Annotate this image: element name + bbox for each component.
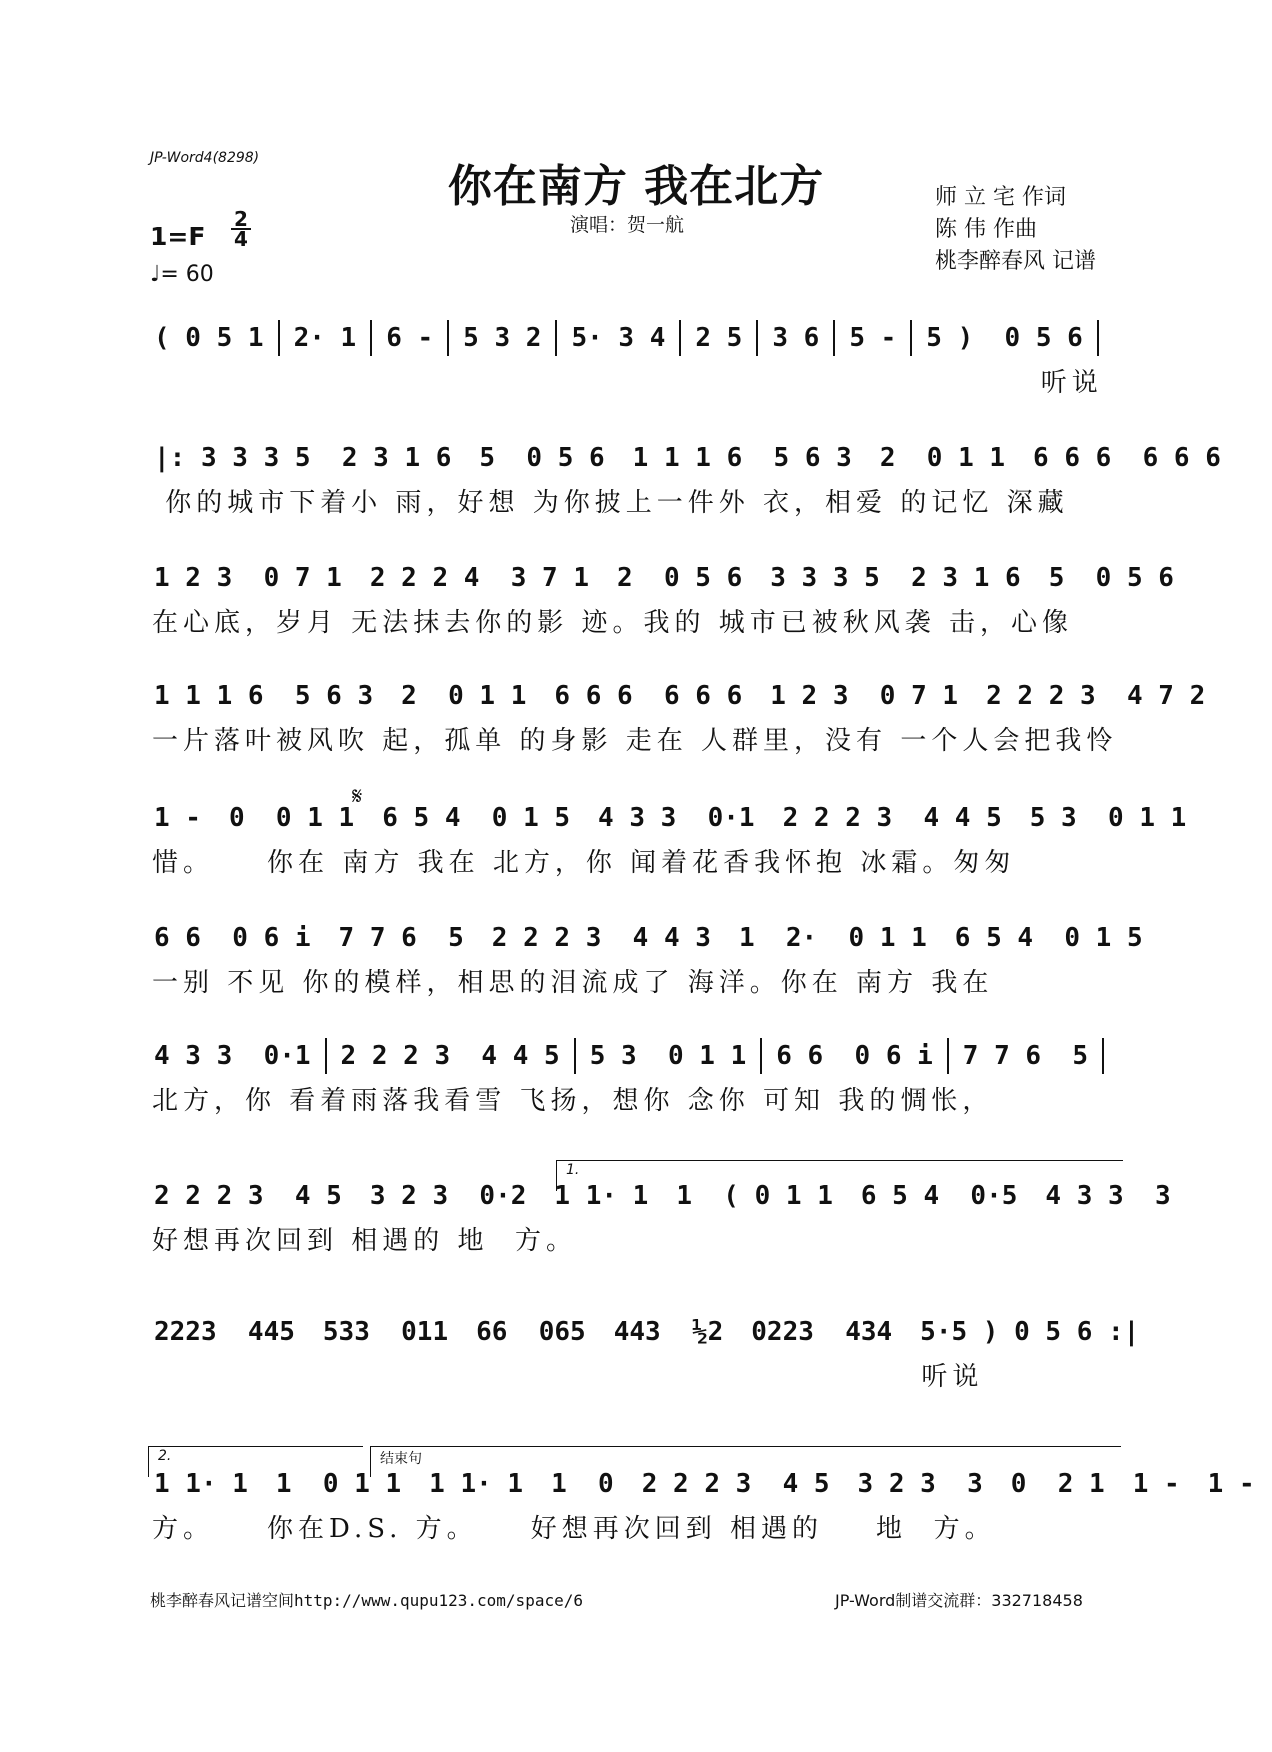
notation-line [152,440,1221,476]
measure: 2 2 2 3 4 4 5 [340,1041,560,1071]
lyricist-credit: 师 立 宅 作词 [935,185,1066,210]
lyrics-line: 在心底，岁月 无法抹去你的影 迹。我的 城市已被秋风袭 击，心像 [152,608,1074,638]
measure: 2 0 1 1 [401,681,527,711]
measure: ( 0 5 1 [154,323,264,353]
measure: 6 5 4 0·5 [860,1181,1018,1211]
measure: 4 3 3 3 [1045,1181,1171,1211]
measure: 3 3 3 5 2 3 1 6 [770,563,1021,593]
measure: 1 1· 1 [154,1469,248,1499]
lyrics-line: 好想再次回到 相遇的 地 方。 [152,1226,578,1256]
measure: 533 011 [322,1317,449,1347]
measure: 1 0 1 1 [275,1469,402,1499]
measure: 1 - [154,803,201,833]
measure: 2 2 2 4 3 7 1 [369,563,589,593]
volta-1-bracket [556,1160,1123,1191]
measure: 4 3 3 0·1 [154,1041,311,1071]
measure: 2 2 2 3 4 4 5 [782,803,1002,833]
measure: 5 3 0 1 1 [1029,803,1187,833]
lyrics-line: 一别 不见 你的模样，相思的泪流成了 海洋。你在 南方 我在 [152,968,994,998]
coda-bracket [370,1446,1121,1477]
barline [947,1038,949,1074]
lyrics-line: 一片落叶被风吹 起，孤单 的身影 走在 人群里，没有 一个人会把我怜 [152,726,1118,756]
measure: 5 3 0 1 1 [589,1041,747,1071]
barline [679,320,681,356]
measure: |: 3 3 3 5 2 3 1 6 [154,443,452,473]
notation-line [152,320,1120,356]
measure: 5·5 ) 0 5 6 :| [920,1317,1140,1347]
tempo-mark: ♩= 60 [150,262,214,287]
barline [278,320,280,356]
measure: 1 1 1 6 5 6 3 [632,443,852,473]
volta-2-label: 2. [158,1448,172,1464]
measure: 5· 3 4 [571,323,666,353]
measure: 0 2 1 [1010,1469,1105,1499]
measure: 1 2 3 0 7 1 [154,563,342,593]
measure: 2 2 2 3 4 4 3 [491,923,711,953]
barline [1097,320,1099,356]
barline [574,1038,576,1074]
measure: 2223 445 [154,1317,295,1347]
measure: 1 0 [551,1469,614,1499]
volta-1-label: 1. [566,1162,580,1178]
lyrics-line: 北方，你 看着雨落我看雪 飞扬，想你 念你 可知 我的惆怅， [152,1086,994,1116]
measure: 3 6 [772,323,820,353]
measure: 3 2 3 0·2 [369,1181,527,1211]
measure: 6 - [386,323,434,353]
measure: 2 2 2 3 4 5 [154,1181,342,1211]
composer-credit: 陈 伟 作曲 [935,217,1037,242]
measure: 0223 434 [751,1317,893,1347]
lyrics-line: 听说 [152,1362,984,1392]
singer-credit: 演唱：贺一航 [570,214,685,236]
footer-left: 桃李醉春风记谱空间http://www.qupu123.com/space/6 [150,1591,583,1610]
song-title: 你在南方 我在北方 [447,161,825,212]
measure: 1 1· 1 [429,1469,524,1499]
barline [325,1038,327,1074]
barline [447,320,449,356]
volta-2-bracket [148,1446,363,1477]
lyrics-line: 你的城市下着小 雨，好想 为你披上一件外 衣，相爱 的记忆 深藏 [152,488,1069,518]
barline [555,320,557,356]
measure: 6 6 6 6 6 6 [554,681,743,711]
measure: 1 ( 0 1 1 [676,1181,833,1211]
software-label: JP-Word4(8298) [150,150,260,166]
time-signature-top: 2 [234,207,248,231]
lyrics-line: 方。 你在D.S. 方。 好想再次回到 相遇的 地 方。 [152,1514,996,1544]
measure: 2 0 5 6 [617,563,743,593]
lyrics-line: 惜。 你在 南方 我在 北方，你 闻着花香我怀抱 冰霜。匆匆 [152,848,1016,878]
notation-line [152,1314,1140,1350]
time-signature [230,207,252,251]
coda-label: 结束句 [380,1451,422,1467]
measure: 2 2 2 3 4 7 2 [986,681,1206,711]
segno-icon: 𝄋 [352,782,363,810]
barline [760,1038,762,1074]
measure: 1 2 3 0 7 1 [770,681,959,711]
barline [910,320,912,356]
measure: 0 0 1 1 [228,803,355,833]
measure: 7 7 6 5 [338,923,464,953]
notation-line [152,1038,1120,1074]
measure: 2 0 1 1 [879,443,1006,473]
measure: 443 ½2 [613,1317,724,1347]
measure: 5 ) 0 5 6 [926,323,1083,353]
measure: 1 2· 0 1 1 [738,923,927,953]
measure: 5 - [849,323,897,353]
measure: 1 1 1 6 5 6 3 [154,681,374,711]
measure: 5 3 2 [463,323,542,353]
time-signature-bottom: 4 [234,227,248,251]
measure: 6 6 6 6 6 6 [1033,443,1221,473]
measure: 5 0 5 6 [479,443,605,473]
barline [756,320,758,356]
lyrics-line: 听说 [152,368,1103,398]
barline [833,320,835,356]
measure: 1 1· 1 [554,1181,649,1211]
measure: 66 065 [476,1317,586,1347]
notation-line [152,920,1143,956]
measure: 6 5 4 0 1 5 [382,803,571,833]
barline [1102,1038,1104,1074]
measure: 2 5 [695,323,743,353]
measure: 2 2 2 3 4 5 [641,1469,830,1499]
measure: 1 - [1207,1469,1255,1499]
measure: 4 3 3 0·1 [598,803,755,833]
key-signature: 1=F [150,222,206,251]
notation-line [152,800,1187,836]
measure: 3 2 3 3 [857,1469,983,1499]
measure: 6 6 0 6 i [154,923,311,953]
measure: 5 0 5 6 [1048,563,1174,593]
footer-right: JP-Word制谱交流群：332718458 [835,1591,1083,1610]
measure: 2· 1 [293,323,357,353]
measure: 1 - [1132,1469,1180,1499]
measure: 6 5 4 0 1 5 [954,923,1143,953]
notation-line [152,560,1174,596]
notation-line [152,678,1206,714]
measure: 6 6 0 6 i [776,1041,933,1071]
transcriber-credit: 桃李醉春风 记谱 [935,249,1096,274]
measure: 7 7 6 5 [962,1041,1089,1071]
barline [370,320,372,356]
